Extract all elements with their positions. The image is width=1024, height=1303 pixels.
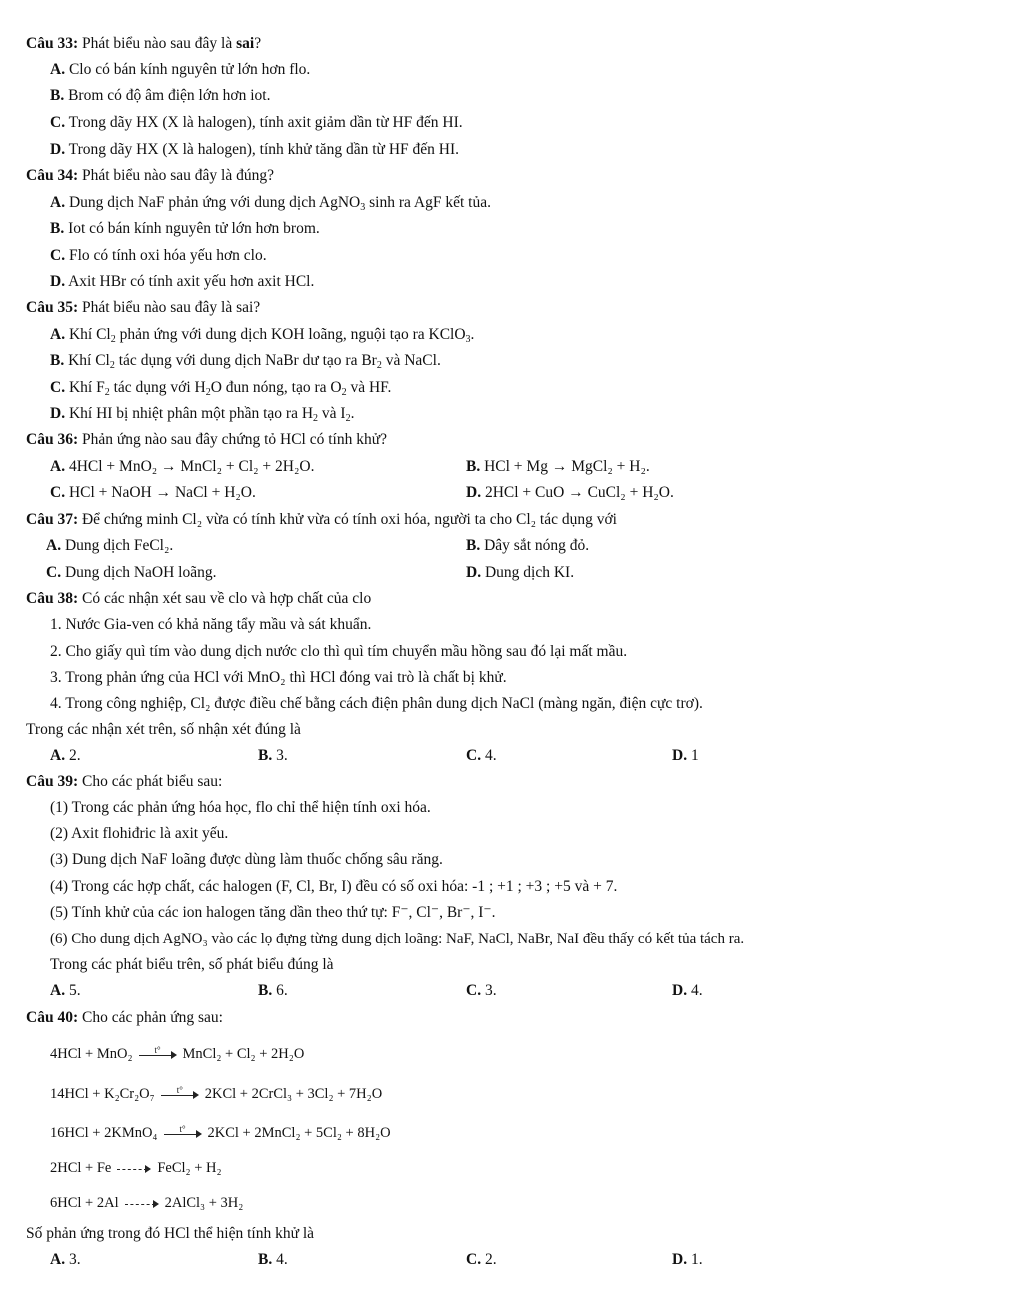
q35-stem: Câu 35: Phát biểu nào sau đây là sai?	[26, 299, 261, 316]
q40-reaction-4: 2HCl + Fe FeCl₂ + H₂	[50, 1160, 222, 1176]
q37-stem: Câu 37: Để chứng minh Cl₂ vừa có tính khử vừa có tính oxi hóa, người ta cho Cl₂ tác dụng với	[26, 511, 617, 528]
q37-option-b[interactable]: B. Dây sắt nóng đỏ.	[466, 537, 590, 554]
q39-label: Câu 39:	[26, 773, 79, 790]
q38-statement-4: 4. Trong công nghiệp, Cl₂ được điều chế bằng cách điện phân dung dịch NaCl (màng ngăn, điện cực trơ).	[50, 695, 703, 712]
q35-option-d[interactable]: D. Khí HI bị nhiệt phân một phần tạo ra $H_2$ và $I_2$.	[50, 405, 355, 424]
q33-stem: Câu 33: Phát biểu nào sau đây là sai?	[26, 35, 262, 52]
q34-option-c[interactable]: C. Flo có tính oxi hóa yếu hơn clo.	[50, 247, 267, 264]
q38-option-d[interactable]: D. 1	[672, 747, 699, 764]
q35-option-a[interactable]: A. Khí $Cl_2$ phản ứng với dung dịch KOH loãng, nguội tạo ra KClO$_3$.	[50, 326, 475, 345]
q38-option-c[interactable]: C. 4.	[466, 747, 497, 764]
q39-option-d[interactable]: D. 4.	[672, 982, 703, 999]
q40-reaction-1: 4HCl + MnO₂ t° MnCl₂ + Cl₂ + 2H₂O	[50, 1044, 305, 1062]
q37-label: Câu 37:	[26, 511, 79, 528]
q39-statement-2: (2) Axit flohiđric là axit yếu.	[50, 825, 229, 842]
q36-option-d[interactable]: D. 2HCl + CuO → CuCl₂ + H₂O.	[466, 484, 674, 501]
q40-reaction-5: 6HCl + 2Al 2AlCl₃ + 3H₂	[50, 1195, 244, 1211]
q38-option-b[interactable]: B. 3.	[258, 747, 288, 764]
q36-option-a[interactable]: A. 4HCl + MnO₂ → MnCl₂ + Cl₂ + 2H₂O.	[50, 458, 315, 475]
q37-option-a[interactable]: A. Dung dịch FeCl₂.	[46, 537, 174, 554]
reaction-arrow-icon	[125, 1198, 159, 1210]
q38-label: Câu 38:	[26, 590, 79, 607]
q40-option-d[interactable]: D. 1.	[672, 1251, 703, 1268]
q39-stem: Câu 39: Cho các phát biểu sau:	[26, 773, 223, 790]
q34-label: Câu 34:	[26, 167, 79, 184]
q39-statement-4: (4) Trong các hợp chất, các halogen (F, Cl, Br, I) đều có số oxi hóa: -1 ; +1 ; +3 ; +5 và + 7.	[50, 878, 618, 895]
reaction-arrow-icon	[117, 1163, 151, 1175]
q37-option-d[interactable]: D. Dung dịch KI.	[466, 564, 575, 581]
q40-stem: Câu 40: Cho các phản ứng sau:	[26, 1009, 223, 1026]
q38-statement-1: 1. Nước Gia-ven có khả năng tẩy mầu và sát khuẩn.	[50, 616, 372, 633]
q38-option-a[interactable]: A. 2.	[50, 747, 81, 764]
q37-option-c[interactable]: C. Dung dịch NaOH loãng.	[46, 564, 217, 581]
q40-reaction-2: 14HCl + K₂Cr₂O₇ t° 2KCl + 2CrCl₃ + 3Cl₂ + 7H₂O	[50, 1084, 383, 1102]
q33-option-c[interactable]: C. Trong dãy HX (X là halogen), tính axit giảm dần từ HF đến HI.	[50, 114, 463, 131]
q34-option-d[interactable]: D. Axit HBr có tính axit yếu hơn axit HCl.	[50, 273, 315, 290]
q40-question: Số phản ứng trong đó HCl thể hiện tính khử là	[26, 1225, 315, 1242]
reaction-arrow-icon: t°	[164, 1128, 202, 1140]
q34-stem: Câu 34: Phát biểu nào sau đây là đúng?	[26, 167, 274, 184]
q35-label: Câu 35:	[26, 299, 79, 316]
q34-option-a[interactable]: A. Dung dịch NaF phản ứng với dung dịch AgNO$_3$ sinh ra AgF kết tủa.	[50, 194, 491, 213]
q36-option-c[interactable]: C. HCl + NaOH → NaCl + H₂O.	[50, 484, 256, 501]
q33-option-a[interactable]: A. Clo có bán kính nguyên tử lớn hơn flo.	[50, 61, 311, 78]
q34-option-b[interactable]: B. Iot có bán kính nguyên tử lớn hơn brom.	[50, 220, 320, 237]
q40-option-b[interactable]: B. 4.	[258, 1251, 288, 1268]
q36-option-b[interactable]: B. HCl + Mg → MgCl₂ + H₂.	[466, 458, 650, 475]
q33-option-b[interactable]: B. Brom có độ âm điện lớn hơn iot.	[50, 87, 271, 104]
q40-option-a[interactable]: A. 3.	[50, 1251, 81, 1268]
q35-option-b[interactable]: B. Khí $Cl_2$ tác dụng với dung dịch NaBr dư tạo ra $Br_2$ và NaCl.	[50, 352, 441, 371]
q39-option-b[interactable]: B. 6.	[258, 982, 288, 999]
q39-option-c[interactable]: C. 3.	[466, 982, 497, 999]
reaction-arrow-icon: t°	[139, 1049, 177, 1061]
reaction-arrow-icon: t°	[161, 1089, 199, 1101]
q40-reaction-3: 16HCl + 2KMnO₄ t° 2KCl + 2MnCl₂ + 5Cl₂ + 8H₂O	[50, 1123, 391, 1141]
q35-option-c[interactable]: C. Khí $F_2$ tác dụng với $H_2O$ đun nóng, tạo ra $O_2$ và HF.	[50, 379, 392, 398]
q39-question: Trong các phát biểu trên, số phát biểu đúng là	[50, 956, 334, 973]
q38-question: Trong các nhận xét trên, số nhận xét đúng là	[26, 721, 301, 738]
q38-statement-2: 2. Cho giấy quì tím vào dung dịch nước clo thì quì tím chuyển mầu hồng sau đó lại mất mầu.	[50, 643, 628, 660]
q39-statement-6: (6) Cho dung dịch AgNO₃ vào các lọ đựng từng dung dịch loãng: NaF, NaCl, NaBr, NaI đều thấy có kết tủa tách ra.	[50, 931, 745, 947]
q39-statement-5: (5) Tính khử của các ion halogen tăng dần theo thứ tự: F⁻, Cl⁻, Br⁻, I⁻.	[50, 904, 496, 921]
q36-stem: Câu 36: Phản ứng nào sau đây chứng tỏ HCl có tính khử?	[26, 431, 388, 448]
q33-label: Câu 33:	[26, 35, 79, 52]
q38-statement-3: 3. Trong phản ứng của HCl với MnO₂ thì HCl đóng vai trò là chất bị khử.	[50, 669, 507, 686]
q39-statement-3: (3) Dung dịch NaF loãng được dùng làm thuốc chống sâu răng.	[50, 851, 443, 868]
q39-statement-1: (1) Trong các phản ứng hóa học, flo chỉ thể hiện tính oxi hóa.	[50, 799, 431, 816]
q40-option-c[interactable]: C. 2.	[466, 1251, 497, 1268]
q33-option-d[interactable]: D. Trong dãy HX (X là halogen), tính khử tăng dần từ HF đến HI.	[50, 141, 460, 158]
q39-option-a[interactable]: A. 5.	[50, 982, 81, 999]
q38-stem: Câu 38: Có các nhận xét sau về clo và hợp chất của clo	[26, 590, 372, 607]
q36-label: Câu 36:	[26, 431, 79, 448]
q40-label: Câu 40:	[26, 1009, 79, 1026]
